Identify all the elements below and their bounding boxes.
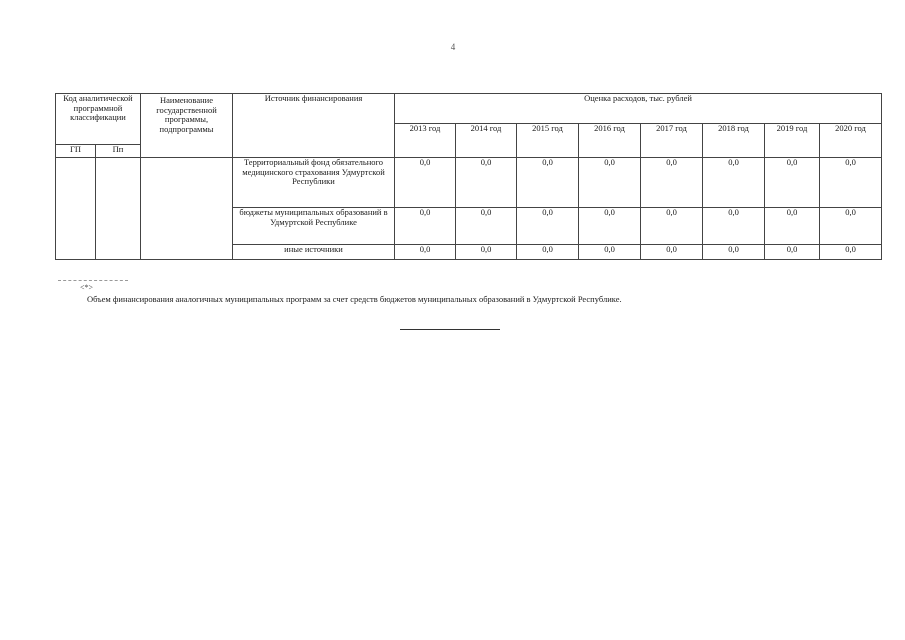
year-header: 2017 год bbox=[641, 124, 703, 158]
code-group-header: Код аналитической программной классификации bbox=[56, 94, 141, 145]
value-cell: 0,0 bbox=[395, 208, 456, 245]
source-header: Источник финансирования bbox=[233, 94, 395, 158]
year-header: 2013 год bbox=[395, 124, 456, 158]
year-header: 2018 год bbox=[703, 124, 765, 158]
value-cell: 0,0 bbox=[765, 245, 820, 260]
header-row-top bbox=[56, 94, 882, 124]
value-cell: 0,0 bbox=[579, 208, 641, 245]
value-cell: 0,0 bbox=[579, 245, 641, 260]
footnote-separator bbox=[58, 280, 128, 281]
year-header: 2015 год bbox=[517, 124, 579, 158]
value-cell: 0,0 bbox=[395, 158, 456, 208]
code-gp-header: ГП bbox=[56, 145, 96, 158]
value-cell: 0,0 bbox=[703, 158, 765, 208]
value-cell: 0,0 bbox=[703, 208, 765, 245]
code-pp-cell bbox=[96, 158, 141, 260]
value-cell: 0,0 bbox=[517, 208, 579, 245]
value-cell: 0,0 bbox=[456, 245, 517, 260]
value-cell: 0,0 bbox=[517, 158, 579, 208]
program-name-header: Наименование государственной программы, подпрограммы bbox=[141, 94, 233, 158]
value-cell: 0,0 bbox=[765, 208, 820, 245]
year-header: 2016 год bbox=[579, 124, 641, 158]
code-gp-cell bbox=[56, 158, 96, 260]
value-cell: 0,0 bbox=[641, 245, 703, 260]
value-cell: 0,0 bbox=[765, 158, 820, 208]
page-number: 4 bbox=[450, 42, 456, 52]
value-cell: 0,0 bbox=[456, 158, 517, 208]
value-cell: 0,0 bbox=[641, 208, 703, 245]
value-cell: 0,0 bbox=[579, 158, 641, 208]
year-header: 2019 год bbox=[765, 124, 820, 158]
code-pp-header: Пп bbox=[96, 145, 141, 158]
value-cell: 0,0 bbox=[703, 245, 765, 260]
source-cell: иные источники bbox=[233, 245, 395, 260]
value-cell: 0,0 bbox=[820, 208, 882, 245]
value-cell: 0,0 bbox=[641, 158, 703, 208]
end-rule bbox=[400, 329, 500, 330]
value-cell: 0,0 bbox=[820, 245, 882, 260]
footnote-mark: <*> bbox=[80, 283, 94, 292]
budget-table bbox=[55, 93, 882, 260]
source-cell: Территориальный фонд обязательного медицинского страхования Удмуртской Республики bbox=[233, 158, 395, 208]
estimate-header: Оценка расходов, тыс. рублей bbox=[395, 94, 882, 124]
value-cell: 0,0 bbox=[517, 245, 579, 260]
value-cell: 0,0 bbox=[395, 245, 456, 260]
program-name-cell bbox=[141, 158, 233, 260]
footnote-text: Объем финансирования аналогичных муниципальных программ за счет средств бюджетов муниципальных образований в Удмуртской Республике. bbox=[87, 294, 622, 304]
year-header: 2020 год bbox=[820, 124, 882, 158]
table-row bbox=[56, 158, 882, 208]
year-header: 2014 год bbox=[456, 124, 517, 158]
value-cell: 0,0 bbox=[820, 158, 882, 208]
value-cell: 0,0 bbox=[456, 208, 517, 245]
source-cell: бюджеты муниципальных образований в Удмуртской Республике bbox=[233, 208, 395, 245]
